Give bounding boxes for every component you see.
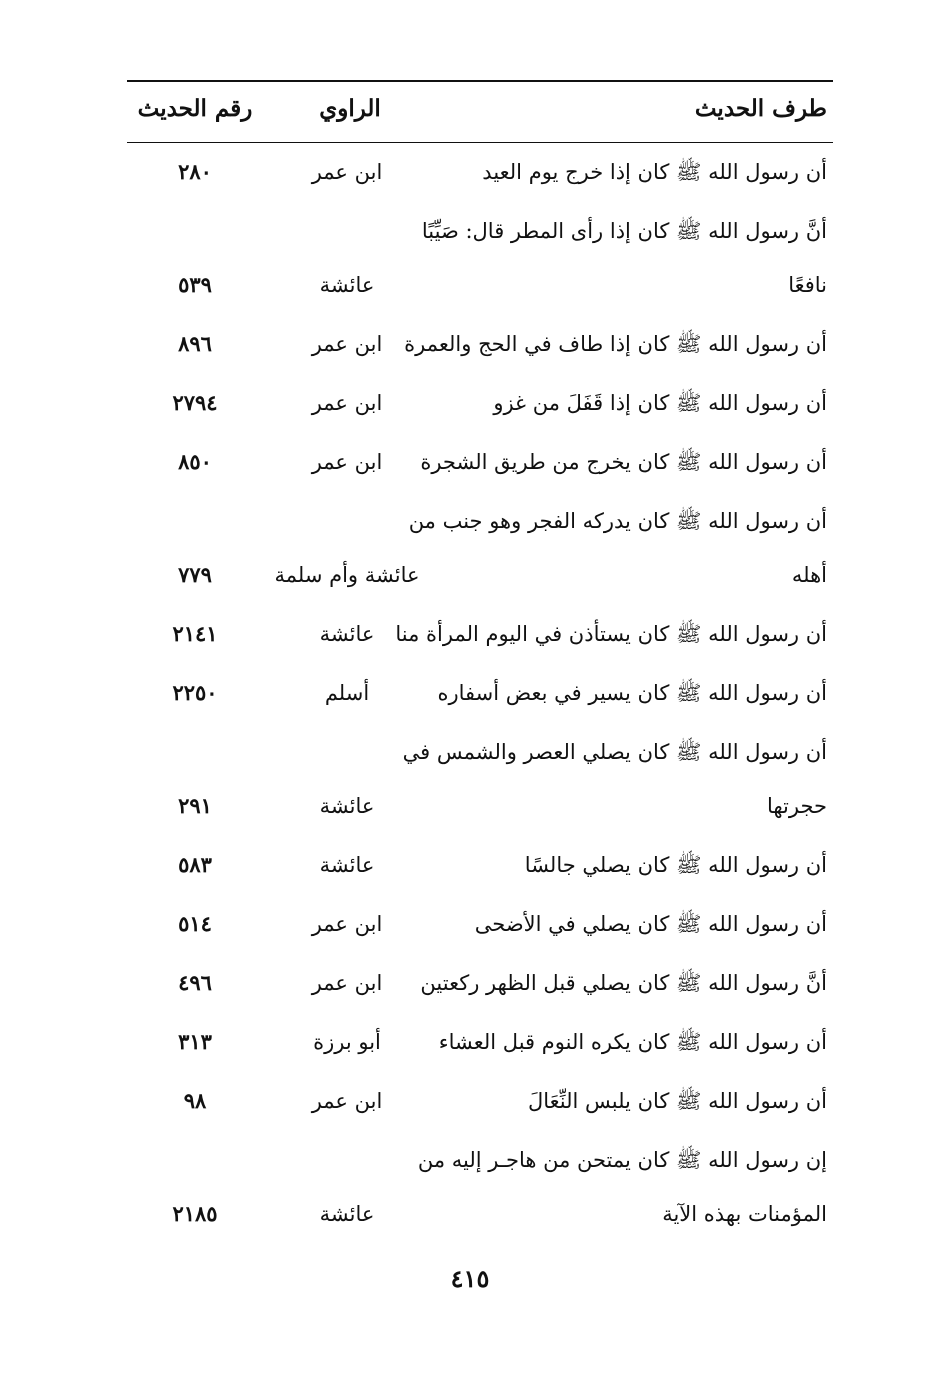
hadith-number: ٥١٤ — [178, 911, 212, 936]
hadith-number: ٢٢٥٠ — [172, 680, 218, 705]
header-hadith: طرف الحديث — [694, 95, 827, 122]
narrator: ابن عمر — [311, 1089, 383, 1113]
hadith-number: ٢١٤١ — [172, 621, 218, 646]
narrator: ابن عمر — [311, 332, 383, 356]
hadith-number: ٣١٣ — [178, 1029, 212, 1054]
hadith-text-continued: حجرتها — [766, 794, 827, 818]
narrator: عائشة — [319, 794, 375, 818]
narrator: عائشة — [319, 622, 375, 646]
hadith-text-continued: المؤمنات بهذه الآية — [662, 1202, 827, 1226]
hadith-text: أن رسول الله ﷺ كان يخرج من طريق الشجرة — [420, 450, 827, 474]
hadith-number: ٨٥٠ — [178, 449, 212, 474]
hadith-text: أن رسول الله ﷺ كان إذا قَفَلَ من غزو — [493, 391, 827, 415]
hadith-number: ٥٨٣ — [178, 852, 212, 877]
hadith-text: أنَّ رسول الله ﷺ كان يصلي قبل الظهر ركعتين — [420, 971, 827, 995]
hadith-number: ٥٣٩ — [178, 272, 212, 297]
narrator: ابن عمر — [311, 450, 383, 474]
narrator: ابن عمر — [311, 971, 383, 995]
hadith-text: أن رسول الله ﷺ كان يلبس النِّعَالَ — [527, 1089, 827, 1113]
hadith-text: أن رسول الله ﷺ كان يكره النوم قبل العشاء — [438, 1030, 827, 1054]
hadith-number: ٢١٨٥ — [172, 1201, 218, 1226]
hadith-number: ٨٩٦ — [178, 331, 212, 356]
narrator: عائشة — [319, 853, 375, 877]
hadith-text: أن رسول الله ﷺ كان يصلي في الأضحى — [474, 912, 827, 936]
hadith-number: ٢٩١ — [178, 793, 212, 818]
narrator: ابن عمر — [311, 160, 383, 184]
hadith-text: أن رسول الله ﷺ كان يسير في بعض أسفاره — [437, 681, 827, 705]
narrator: عائشة وأم سلمة — [274, 563, 420, 587]
hadith-text: أن رسول الله ﷺ كان يستأذن في اليوم المرأة منا — [395, 622, 827, 646]
hadith-text: أن رسول الله ﷺ كان يدركه الفجر وهو جنب من — [408, 509, 827, 533]
narrator: أبو برزة — [313, 1030, 381, 1054]
hadith-text: أن رسول الله ﷺ كان يصلي جالسًا — [524, 853, 827, 877]
hadith-text: أن رسول الله ﷺ كان إذا طاف في الحج والعمرة — [404, 332, 827, 356]
hadith-text: أن رسول الله ﷺ كان إذا خرج يوم العيد — [482, 160, 827, 184]
hadith-text: أن رسول الله ﷺ كان يصلي العصر والشمس في — [402, 740, 827, 764]
narrator: عائشة — [319, 273, 375, 297]
narrator: عائشة — [319, 1202, 375, 1226]
narrator: ابن عمر — [311, 912, 383, 936]
header-number: رقم الحديث — [137, 95, 253, 122]
hadith-text: إن رسول الله ﷺ كان يمتحن من هاجـر إليه من — [417, 1148, 827, 1172]
hadith-number: ٢٨٠ — [178, 159, 212, 184]
header-narrator: الراوي — [319, 95, 381, 122]
hadith-text-continued: أهله — [791, 563, 827, 587]
hadith-number: ٢٧٩٤ — [172, 390, 218, 415]
hadith-number: ٩٨ — [183, 1088, 207, 1113]
hadith-number: ٤٩٦ — [178, 970, 212, 995]
narrator: ابن عمر — [311, 391, 383, 415]
hadith-text-continued: نافعًا — [788, 273, 827, 297]
narrator: أسلم — [324, 681, 370, 705]
hadith-text: أنَّ رسول الله ﷺ كان إذا رأى المطر قال: صَيِّبًا — [421, 219, 827, 243]
page-number: ٤١٥ — [450, 1264, 490, 1293]
hadith-number: ٧٧٩ — [178, 562, 212, 587]
